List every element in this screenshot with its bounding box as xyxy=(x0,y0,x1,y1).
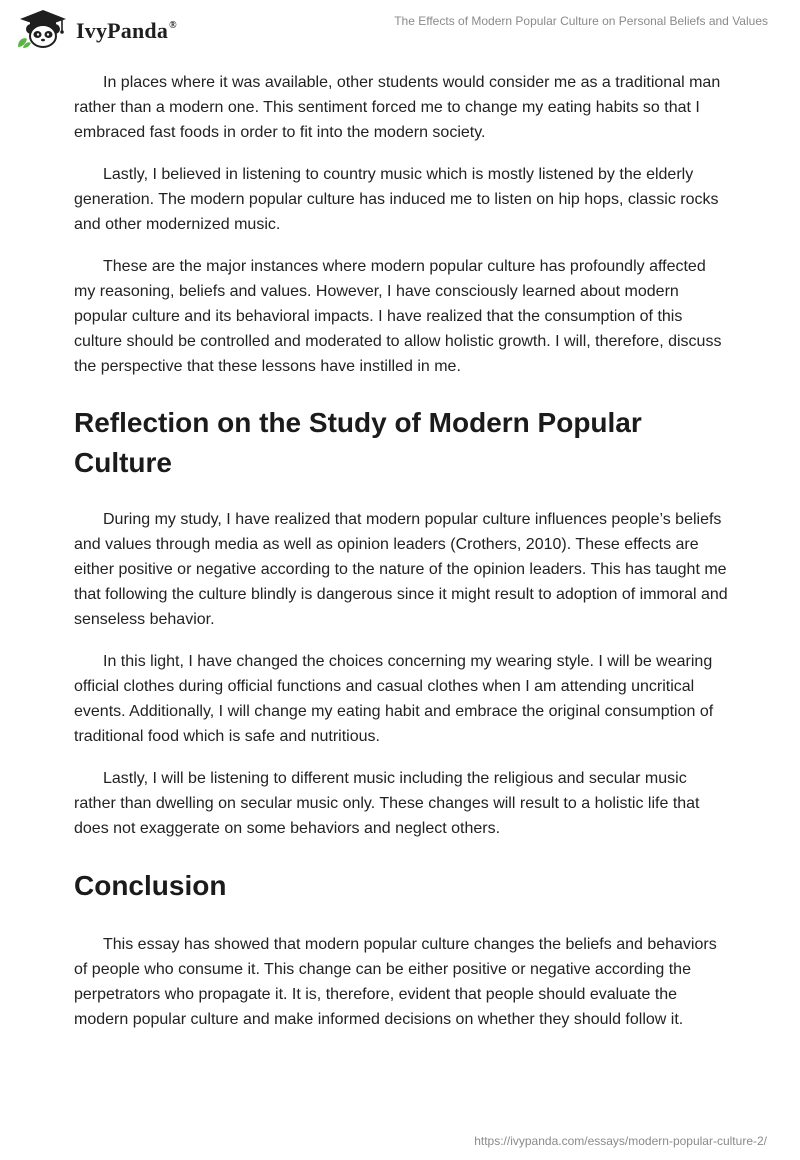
paragraph: In places where it was available, other students would consider me as a traditional man rather than a modern one. This sentiment forced me to change my eating habits so that I embraced fast foods in order to fit into the modern society. xyxy=(74,74,721,141)
page-header xyxy=(0,0,800,60)
essay-body xyxy=(74,70,730,1049)
paragraph: This essay has showed that modern popular culture changes the beliefs and behaviors of people who consume it. This change can be either positive or negative according the perpetrators who propagate it. It is, therefore, evident that people should evaluate the modern popular culture and make informed decisions on whether they should follow it. xyxy=(74,936,717,1028)
section-heading-reflection: Reflection on the Study of Modern Popular Culture xyxy=(74,407,642,478)
paragraph: These are the major instances where modern popular culture has profoundly affected my reasoning, beliefs and values. However, I have consciously learned about modern popular culture and its behavioral impacts. I have realized that the consumption of this culture should be controlled and moderated to allow holistic growth. I will, therefore, discuss the perspective that these lessons have instilled in me. xyxy=(74,258,722,375)
logo-wordmark: IvyPanda® xyxy=(76,18,177,43)
paragraph: Lastly, I believed in listening to country music which is mostly listened by the elderly generation. The modern popular culture has induced me to listen on hip hops, classic rocks and other modernized music. xyxy=(74,166,719,233)
source-url[interactable]: https://ivypanda.com/essays/modern-popular-culture-2/ xyxy=(474,1134,767,1148)
section-heading-conclusion: Conclusion xyxy=(74,870,227,901)
panda-graduate-icon xyxy=(14,9,72,49)
paragraph: Lastly, I will be listening to different music including the religious and secular music rather than dwelling on secular music only. These changes will result to a holistic life that does not exaggerate on some behaviors and neglect others. xyxy=(74,770,700,837)
paragraph: In this light, I have changed the choices concerning my wearing style. I will be wearing official clothes during official functions and casual clothes when I am attending uncritical events. Additionally, I will change my eating habit and embrace the original consumption of traditional food which is safe and nutritious. xyxy=(74,653,714,745)
document-title: The Effects of Modern Popular Culture on Personal Beliefs and Values xyxy=(394,14,768,28)
paragraph: During my study, I have realized that modern popular culture influences people’s beliefs and values through media as well as opinion leaders (Crothers, 2010). These effects are either positive or negative according to the nature of the opinion leaders. This has taught me that following the culture blindly is dangerous since it might result to adoption of immoral and senseless behavior. xyxy=(74,511,728,628)
ivypanda-logo[interactable] xyxy=(14,9,177,49)
